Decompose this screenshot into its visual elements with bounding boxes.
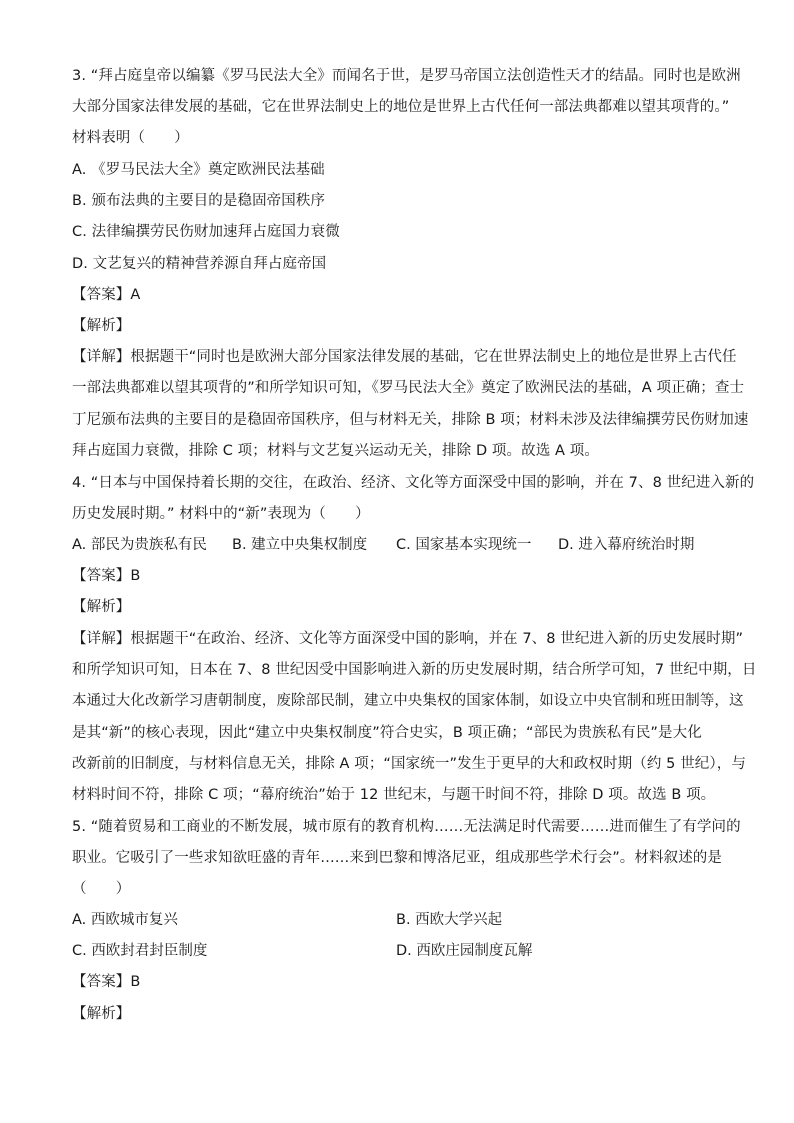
- question-3-option-d: D. 文艺复兴的精神营养源自拜占庭帝国: [72, 256, 327, 272]
- question-4-option-c: C. 国家基本实现统一: [396, 537, 532, 553]
- question-3-detail-text-1: 根据题干“同时也是欧洲大部分国家法律发展的基础，它在世界法制史上的地位是世界上古代任: [130, 349, 737, 365]
- question-4-detail-line-3: 本通过大化改新学习唐朝制度，废除部民制，建立中央集权的国家体制，如设立中央官制和班田制等，这: [72, 693, 744, 709]
- question-5-options-row-2: [72, 941, 722, 961]
- question-3-option-c: C. 法律编撰劳民伤财加速拜占庭国力衰微: [72, 224, 340, 240]
- question-4-answer: 【答案】B: [72, 568, 141, 584]
- question-4-option-a: A. 部民为贵族私有民: [72, 537, 207, 553]
- question-3-stem-line-3: 材料表明（ ）: [72, 130, 189, 146]
- question-4-detail-line-2: 和所学知识可知，日本在 7、8 世纪因受中国影响进入新的历史发展时期，结合所学可知，7 世纪中期，日: [72, 662, 757, 678]
- question-4-analysis-label: 【解析】: [72, 599, 131, 615]
- question-5-stem-line-3: （ ）: [72, 881, 131, 897]
- question-4-options-row: [72, 535, 722, 555]
- question-5-option-d: D. 西欧庄园制度瓦解: [396, 943, 533, 959]
- question-4-stem-line-2: 历史发展时期。” 材料中的“新”表现为（ ）: [72, 506, 370, 522]
- question-4-option-b: B. 建立中央集权制度: [232, 537, 368, 553]
- question-3-stem-line-1: 3. “拜占庭皇帝以编纂《罗马民法大全》而闻名于世，是罗马帝国立法创造性天才的结晶。同时也是欧洲: [72, 68, 741, 84]
- question-4-detail-line-6: 材料时间不符，排除 C 项；“幕府统治”始于 12 世纪末，与题干时间不符，排除 D 项。故选 B 项。: [72, 787, 716, 803]
- question-5-analysis-label: 【解析】: [72, 1006, 131, 1022]
- question-4-detail-text-1: 根据题干“在政治、经济、文化等方面深受中国的影响，并在 7、8 世纪进入新的历史发展时期”: [130, 631, 744, 647]
- question-5-options-row-1: [72, 910, 722, 930]
- question-5-stem-line-2: 职业。它吸引了一些求知欲旺盛的青年……来到巴黎和博洛尼亚，组成那些学术行会”。材料叙述的是: [72, 850, 723, 866]
- question-3-detail-line-3: 丁尼颁布法典的主要目的是稳固帝国秩序，但与材料无关，排除 B 项；材料未涉及法律编撰劳民伤财加速: [72, 412, 749, 428]
- question-4-detail-line-5: 改新前的旧制度，与材料信息无关，排除 A 项；“国家统一”发生于更早的大和政权时期（约 5 世纪），与: [72, 756, 746, 772]
- question-5-stem-line-1: 5. “随着贸易和工商业的不断发展，城市原有的教育机构……无法满足时代需要……进而催生了有学问的: [72, 819, 741, 835]
- question-5-option-c: C. 西欧封君封臣制度: [72, 943, 208, 959]
- question-5-answer: 【答案】B: [72, 974, 141, 990]
- question-3-detail-label: 【详解】: [72, 349, 131, 365]
- question-4-option-d: D. 进入幕府统治时期: [558, 537, 695, 553]
- question-3-answer: 【答案】A: [72, 287, 141, 303]
- question-3-detail-line-4: 拜占庭国力衰微，排除 C 项；材料与文艺复兴运动无关，排除 D 项。故选 A 项。: [72, 443, 599, 459]
- question-3-analysis-label: 【解析】: [72, 318, 131, 334]
- question-3-stem-line-2: 大部分国家法律发展的基础，它在世界法制史上的地位是世界上古代任何一部法典都难以望其项背的。”: [72, 99, 730, 115]
- question-4-detail-label: 【详解】: [72, 631, 131, 647]
- question-4-detail-line-4: 是其“新”的核心表现，因此“建立中央集权制度”符合史实，B 项正确；“部民为贵族私有民”是大化: [72, 725, 702, 741]
- question-5-option-a: A. 西欧城市复兴: [72, 912, 178, 928]
- question-3-detail-line-2: 一部法典都难以望其项背的”和所学知识可知，《罗马民法大全》奠定了欧洲民法的基础，A 项正确；查士: [72, 380, 745, 396]
- question-4-stem-line-1: 4. “日本与中国保持着长期的交往，在政治、经济、文化等方面深受中国的影响，并在 7、8 世纪进入新的: [72, 475, 755, 491]
- question-3-option-a: A. 《罗马民法大全》奠定欧洲民法基础: [72, 162, 325, 178]
- question-3-detail-line-1: [72, 347, 737, 367]
- question-5-option-b: B. 西欧大学兴起: [396, 912, 503, 928]
- question-4-detail-line-1: [72, 629, 743, 649]
- question-3-option-b: B. 颁布法典的主要目的是稳固帝国秩序: [72, 193, 326, 209]
